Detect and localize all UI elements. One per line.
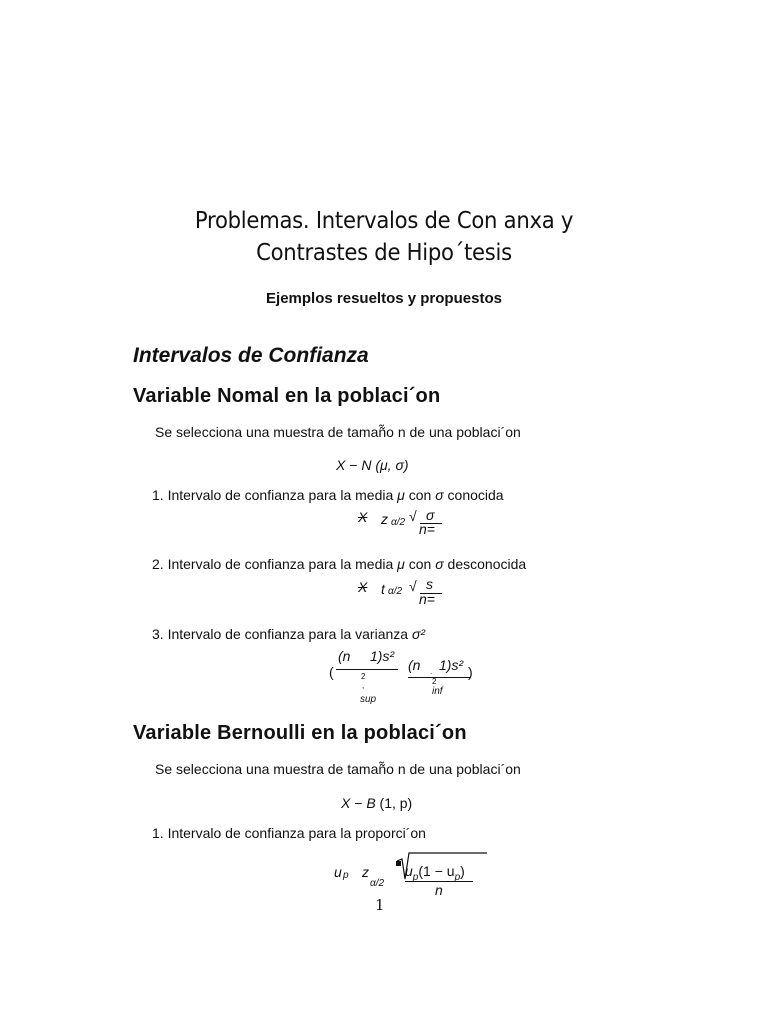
formula-t-sub: α/2 bbox=[388, 586, 403, 597]
right-den-b: inf bbox=[432, 686, 443, 697]
item-symbol: μ bbox=[397, 487, 405, 503]
left-den-a: 2 bbox=[361, 672, 366, 681]
formula-u-sub: p bbox=[343, 870, 349, 881]
item-symbol: σ² bbox=[411, 626, 426, 642]
item-text: Intervalo de confianza para la media bbox=[167, 556, 394, 572]
page-number: 1 bbox=[375, 896, 385, 914]
item-number: 3. bbox=[152, 626, 164, 642]
dist-rel: − bbox=[349, 457, 358, 473]
dist-args: (1, p) bbox=[379, 795, 413, 811]
left-num-a: (n bbox=[338, 648, 351, 664]
item-number: 2. bbox=[152, 556, 164, 572]
formula-root: √ bbox=[409, 578, 417, 594]
formula-pm: X bbox=[358, 509, 368, 525]
left-den-b: , bbox=[362, 681, 365, 690]
right-den-a: 2 bbox=[432, 677, 437, 686]
item-text: Intervalo de confianza para la proporci´on bbox=[167, 825, 426, 841]
formula-root: √ bbox=[409, 508, 417, 524]
right-num-a: (n bbox=[408, 657, 421, 673]
formula-z: z bbox=[381, 511, 388, 527]
dist-name: N bbox=[361, 457, 372, 473]
title-line-1: Problemas. Intervalos de Con anxa y bbox=[194, 208, 574, 234]
dist-var: X bbox=[341, 795, 351, 811]
subtitle: Ejemplos resueltos y propuestos bbox=[266, 290, 502, 307]
normal-distribution bbox=[336, 457, 409, 473]
formula-z: z bbox=[362, 864, 369, 880]
normal-intro: Se selecciona una muestra de tamañ̃o n de una poblaci´on bbox=[155, 424, 521, 440]
bernoulli-distribution bbox=[341, 795, 412, 811]
right-num-dot: . bbox=[430, 667, 433, 676]
item-mid: con bbox=[408, 556, 432, 572]
item-text: Intervalo de confianza para la media bbox=[167, 487, 394, 503]
normal-item-1 bbox=[152, 487, 504, 503]
item-mid: con bbox=[408, 487, 432, 503]
formula-z-sub: α/2 bbox=[391, 517, 406, 528]
left-den-c: sup bbox=[360, 694, 377, 705]
num-close: ) bbox=[460, 863, 465, 879]
dist-args: (μ, σ) bbox=[375, 457, 409, 473]
bernoulli-intro: Se selecciona una muestra de tamañ̃o n de una poblaci´on bbox=[155, 761, 521, 777]
item-symbol: μ bbox=[397, 556, 405, 572]
dist-var: X bbox=[336, 457, 346, 473]
item-symbol: σ bbox=[435, 556, 444, 572]
dist-rel: − bbox=[354, 795, 363, 811]
formula-den: n= bbox=[419, 591, 435, 607]
formula-pm: X bbox=[358, 579, 368, 595]
normal-item-2 bbox=[152, 556, 526, 572]
item-symbol: σ bbox=[435, 487, 444, 503]
formula-den: n bbox=[435, 882, 443, 898]
num-sub: p bbox=[412, 871, 419, 883]
formula-t: t bbox=[381, 581, 385, 597]
formula-num: σ bbox=[426, 507, 435, 523]
fraction-bar-left bbox=[336, 669, 398, 670]
right-num-b: 1)s² bbox=[439, 657, 464, 673]
num-u: u bbox=[405, 863, 413, 879]
item-text: Intervalo de confianza para la varianza bbox=[167, 626, 409, 642]
item-number: 1. bbox=[152, 825, 164, 841]
paren-open: ( bbox=[329, 664, 334, 680]
title-line-2: Contrastes de Hipo´tesis bbox=[256, 240, 512, 266]
normal-heading: Variable Nomal en la poblaci´on bbox=[133, 385, 441, 407]
formula-u: u bbox=[334, 864, 342, 880]
formula-den: n= bbox=[419, 521, 435, 537]
formula-z-sub: α/2 bbox=[370, 878, 385, 889]
formula-num: s bbox=[426, 576, 433, 592]
item-end: desconocida bbox=[447, 556, 527, 572]
dist-name: B bbox=[366, 795, 376, 811]
paren-close: ) bbox=[468, 664, 473, 680]
num-rest: (1 − u bbox=[418, 863, 455, 879]
item-end: conocida bbox=[447, 487, 504, 503]
section-heading: Intervalos de Confianza bbox=[133, 344, 369, 367]
formula-num bbox=[405, 863, 465, 883]
normal-item-3 bbox=[152, 626, 425, 642]
bernoulli-item-1 bbox=[152, 825, 426, 841]
fraction-bar-right bbox=[408, 677, 470, 678]
bernoulli-heading: Variable Bernoulli en la poblaci´on bbox=[133, 722, 467, 744]
item-number: 1. bbox=[152, 487, 164, 503]
num-sub-2: p bbox=[454, 871, 461, 883]
left-num-b: 1)s² bbox=[370, 648, 395, 664]
